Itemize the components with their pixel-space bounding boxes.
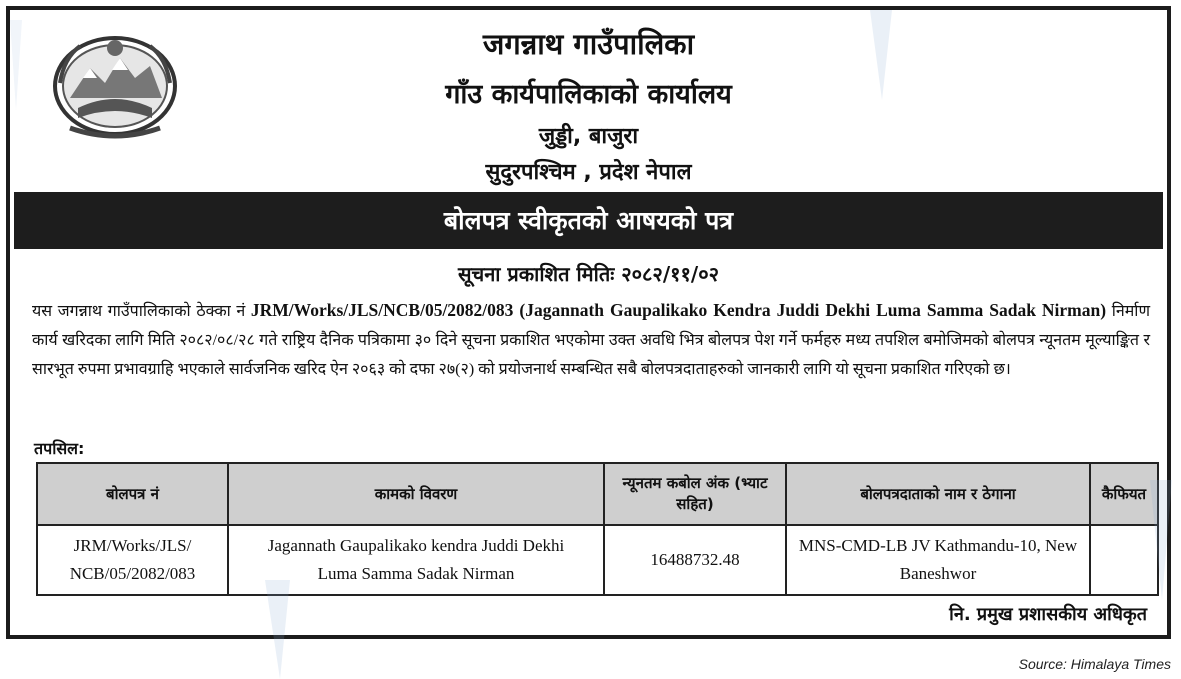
cell-bidder-name bbox=[786, 525, 1090, 595]
body-intro: यस जगन्नाथ गाउँपालिकाको ठेक्का नं bbox=[32, 303, 246, 320]
office-location: जुड्डी, बाजुरा bbox=[538, 124, 639, 149]
col-bidder-name: बोलपत्रदाताको नाम र ठेगाना bbox=[786, 463, 1090, 525]
body-main: निर्माण कार्य खरिदका लागि मिति २०८२/०८/२८ गते राष्ट्रिय दैनिक पत्रिकामा ३० दिने सूचना प्रकाशित भएकोमा उक्त अवधि भित्र बोलपत्र पेश गर्ने फर्महरु मध्य तपशिल बमोजिमको बोलपत्र न्यूनतम मूल्याङ्कित र सारभूत रुपमा प्रभावग्राहि भएकाले सार्वजनिक खरिद ऐन २०६३ को दफा २७(२) को प्रयोजनार्थ सम्बन्धित सबै बोलपत्रदाताहरुको जानकारी लागि यो सूचना प्रकाशित गरिएको छ। bbox=[32, 303, 1151, 378]
col-minimum-bid bbox=[604, 463, 786, 525]
bidder-name-value: MNS-CMD-LB JV Kathmandu-10, New Baneshwor bbox=[798, 536, 1078, 583]
notice-body bbox=[32, 296, 1150, 384]
cell-remarks bbox=[1090, 525, 1158, 595]
details-label: तपसिल: bbox=[34, 439, 85, 458]
notice-title-banner: बोलपत्र स्वीकृतको आषयको पत्र bbox=[14, 192, 1163, 249]
signature-title: नि. प्रमुख प्रशासकीय अधिकृत bbox=[949, 604, 1147, 625]
publication-date: सूचना प्रकाशित मितिः २०८२/११/०२ bbox=[457, 262, 720, 286]
cell-minimum-bid: 16488732.48 bbox=[604, 525, 786, 595]
table-header-row bbox=[37, 463, 1158, 525]
cell-work-description bbox=[228, 525, 604, 595]
notice-frame bbox=[6, 6, 1171, 639]
bid-details-table bbox=[36, 462, 1159, 596]
source-credit: Source: Himalaya Times bbox=[1018, 656, 1171, 672]
office-name: गाँउ कार्यपालिकाको कार्यालय bbox=[445, 79, 732, 110]
notice-header bbox=[10, 10, 1167, 188]
bid-number-value: JRM/Works/JLS/ NCB/05/2082/083 bbox=[69, 536, 196, 583]
province-name: सुदुरपश्चिम , प्रदेश नेपाल bbox=[485, 160, 692, 185]
contract-number: JRM/Works/JLS/NCB/05/2082/083 (Jagannath Gaupalikako Kendra Juddi Dekhi Luma Samma Sadak Nirman) bbox=[250, 300, 1107, 320]
cell-bid-number bbox=[37, 525, 228, 595]
work-description-value: Jagannath Gaupalikako kendra Juddi Dekhi Luma Samma Sadak Nirman bbox=[267, 536, 565, 583]
municipality-name: जगन्नाथ गाउँपालिका bbox=[482, 27, 695, 61]
col-remarks: कैफियत bbox=[1090, 463, 1158, 525]
col-bid-number: बोलपत्र नं bbox=[37, 463, 228, 525]
table-row bbox=[37, 525, 1158, 595]
col-minimum-bid-label: न्यूनतम कबोल अंक (भ्याट सहित) bbox=[622, 474, 768, 513]
col-work-description: कामको विवरण bbox=[228, 463, 604, 525]
